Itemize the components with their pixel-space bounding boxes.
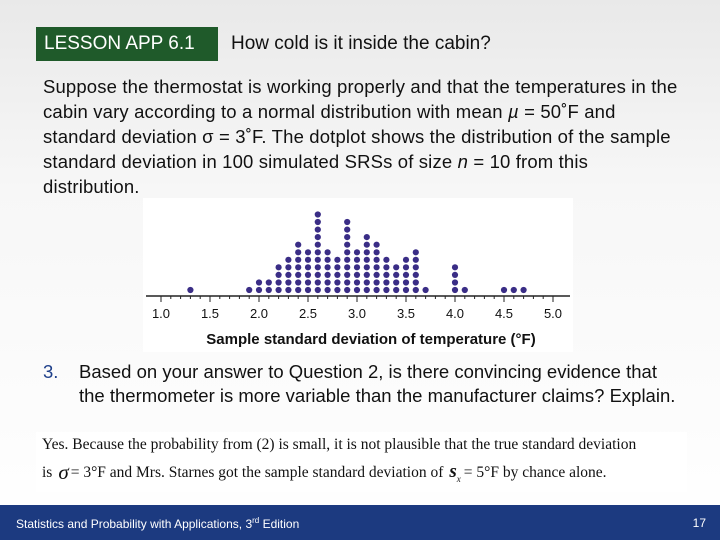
footer-title-text: Statistics and Probability with Applications, 3 xyxy=(16,517,253,531)
dot xyxy=(364,287,370,293)
dot xyxy=(266,287,272,293)
tick-label: 1.5 xyxy=(200,306,220,321)
dot xyxy=(315,272,321,278)
dot xyxy=(452,279,458,285)
mu-symbol: µ xyxy=(507,101,519,122)
footer-bar xyxy=(0,505,720,540)
answer-suffix: = 5°F by chance alone. xyxy=(463,464,607,481)
page-number: 17 xyxy=(692,516,706,530)
question-3 xyxy=(43,360,683,407)
dot xyxy=(305,272,311,278)
question-number: 3. xyxy=(43,361,59,382)
dot xyxy=(325,272,331,278)
dot xyxy=(501,287,507,293)
dot xyxy=(344,287,350,293)
dot xyxy=(383,287,389,293)
dot xyxy=(364,279,370,285)
dot xyxy=(374,264,380,270)
dot xyxy=(295,242,301,248)
s-subscript: x xyxy=(456,473,461,484)
dot xyxy=(315,257,321,263)
dot xyxy=(246,287,252,293)
dot xyxy=(325,287,331,293)
dot xyxy=(315,211,321,217)
dot xyxy=(334,272,340,278)
answer-middle: = 3°F and Mrs. Starnes got the sample standard deviation of xyxy=(70,464,444,481)
dot xyxy=(521,287,527,293)
dot xyxy=(364,272,370,278)
dot xyxy=(354,257,360,263)
dot xyxy=(256,279,262,285)
dot xyxy=(344,242,350,248)
lesson-badge xyxy=(36,27,218,61)
dot xyxy=(285,287,291,293)
dot xyxy=(374,272,380,278)
dot xyxy=(354,272,360,278)
dot xyxy=(344,264,350,270)
dot xyxy=(383,279,389,285)
dot xyxy=(354,264,360,270)
dot xyxy=(374,249,380,255)
intro-text-part1: Suppose the thermostat is working properly and that the temperatures in the cabin vary according to a normal distribution with mean xyxy=(43,76,678,122)
dot xyxy=(452,287,458,293)
tick-label: 3.0 xyxy=(347,306,367,321)
tick-label: 2.5 xyxy=(298,306,318,321)
x-axis-label: Sample standard deviation of temperature (°F) xyxy=(206,331,536,348)
dot xyxy=(305,249,311,255)
dot xyxy=(413,257,419,263)
tick-label: 1.0 xyxy=(151,306,171,321)
dot xyxy=(354,287,360,293)
dot xyxy=(393,264,399,270)
question-text: Based on your answer to Question 2, is there convincing evidence that the thermometer is more variable than the manufacturer claims? Explain. xyxy=(79,361,676,406)
dot xyxy=(403,257,409,263)
dot xyxy=(393,287,399,293)
dot xyxy=(325,279,331,285)
dot xyxy=(344,257,350,263)
intro-paragraph xyxy=(43,74,683,199)
dot xyxy=(334,279,340,285)
dot xyxy=(344,234,350,240)
dot xyxy=(364,249,370,255)
dot xyxy=(325,264,331,270)
slide-title: How cold is it inside the cabin? xyxy=(231,33,491,54)
dot xyxy=(315,242,321,248)
dot xyxy=(276,287,282,293)
dot xyxy=(295,249,301,255)
dot xyxy=(413,279,419,285)
x-axis-ticks xyxy=(152,296,562,321)
dot xyxy=(325,257,331,263)
dotplot-chart xyxy=(143,198,573,352)
answer-box xyxy=(36,432,687,492)
dot xyxy=(364,242,370,248)
dot xyxy=(187,287,193,293)
dot xyxy=(295,287,301,293)
tick-label: 4.5 xyxy=(494,306,514,321)
dot xyxy=(383,264,389,270)
dot xyxy=(305,279,311,285)
dot xyxy=(334,257,340,263)
answer-prefix: is xyxy=(42,464,53,481)
sample-sd-symbol xyxy=(449,461,460,482)
dot xyxy=(413,272,419,278)
dot xyxy=(374,287,380,293)
dot xyxy=(285,264,291,270)
s-letter: s xyxy=(449,461,457,482)
dot xyxy=(315,279,321,285)
dot xyxy=(344,272,350,278)
dot xyxy=(334,287,340,293)
dot xyxy=(452,272,458,278)
dot xyxy=(423,287,429,293)
tick-label: 3.5 xyxy=(396,306,416,321)
footer-edition-sup: rd xyxy=(252,516,260,525)
dot xyxy=(315,227,321,233)
dot xyxy=(383,272,389,278)
dot xyxy=(305,264,311,270)
dot xyxy=(315,234,321,240)
dot xyxy=(374,257,380,263)
dot xyxy=(325,249,331,255)
dot xyxy=(285,279,291,285)
dot xyxy=(315,219,321,225)
dot xyxy=(276,272,282,278)
dot xyxy=(295,257,301,263)
dot xyxy=(374,242,380,248)
dot xyxy=(383,257,389,263)
dotplot-svg xyxy=(143,198,573,352)
dot xyxy=(364,234,370,240)
dots-layer xyxy=(187,211,526,293)
dot xyxy=(403,287,409,293)
footer-book-title xyxy=(16,516,299,531)
dot xyxy=(305,257,311,263)
dot xyxy=(276,264,282,270)
dot xyxy=(393,272,399,278)
dot xyxy=(305,287,311,293)
dot xyxy=(285,257,291,263)
tick-label: 2.0 xyxy=(249,306,269,321)
dot xyxy=(354,279,360,285)
dot xyxy=(354,249,360,255)
intro-text-part2: = 50˚F and standard deviation σ = 3˚F. The dotplot shows the distribution of the sample standard deviation in 100 simulated SRSs of size xyxy=(43,101,671,172)
dot xyxy=(295,272,301,278)
answer-line-2 xyxy=(42,460,607,485)
dot xyxy=(393,279,399,285)
dot xyxy=(315,287,321,293)
footer-title-end: Edition xyxy=(259,517,300,531)
sigma-symbol: σ xyxy=(58,460,69,484)
dot xyxy=(344,279,350,285)
dot xyxy=(334,264,340,270)
dot xyxy=(462,287,468,293)
dot xyxy=(364,264,370,270)
n-symbol: n xyxy=(457,151,469,172)
dot xyxy=(413,249,419,255)
dot xyxy=(315,249,321,255)
dot xyxy=(452,264,458,270)
dot xyxy=(295,279,301,285)
dot xyxy=(276,279,282,285)
tick-label: 5.0 xyxy=(543,306,563,321)
dot xyxy=(266,279,272,285)
dot xyxy=(344,219,350,225)
dot xyxy=(315,264,321,270)
dot xyxy=(403,264,409,270)
dot xyxy=(285,272,291,278)
dot xyxy=(364,257,370,263)
dot xyxy=(413,264,419,270)
dot xyxy=(344,249,350,255)
dot xyxy=(403,272,409,278)
tick-label: 4.0 xyxy=(445,306,465,321)
answer-line-1: Yes. Because the probability from (2) is small, it is not plausible that the true standard deviation xyxy=(42,436,637,453)
lesson-label: LESSON APP 6.1 xyxy=(44,33,195,54)
dot xyxy=(256,287,262,293)
dot xyxy=(403,279,409,285)
dot xyxy=(374,279,380,285)
dot xyxy=(511,287,517,293)
dot xyxy=(413,287,419,293)
dot xyxy=(344,227,350,233)
intro-text-part3: = 10 from this distribution. xyxy=(43,151,589,197)
dot xyxy=(295,264,301,270)
